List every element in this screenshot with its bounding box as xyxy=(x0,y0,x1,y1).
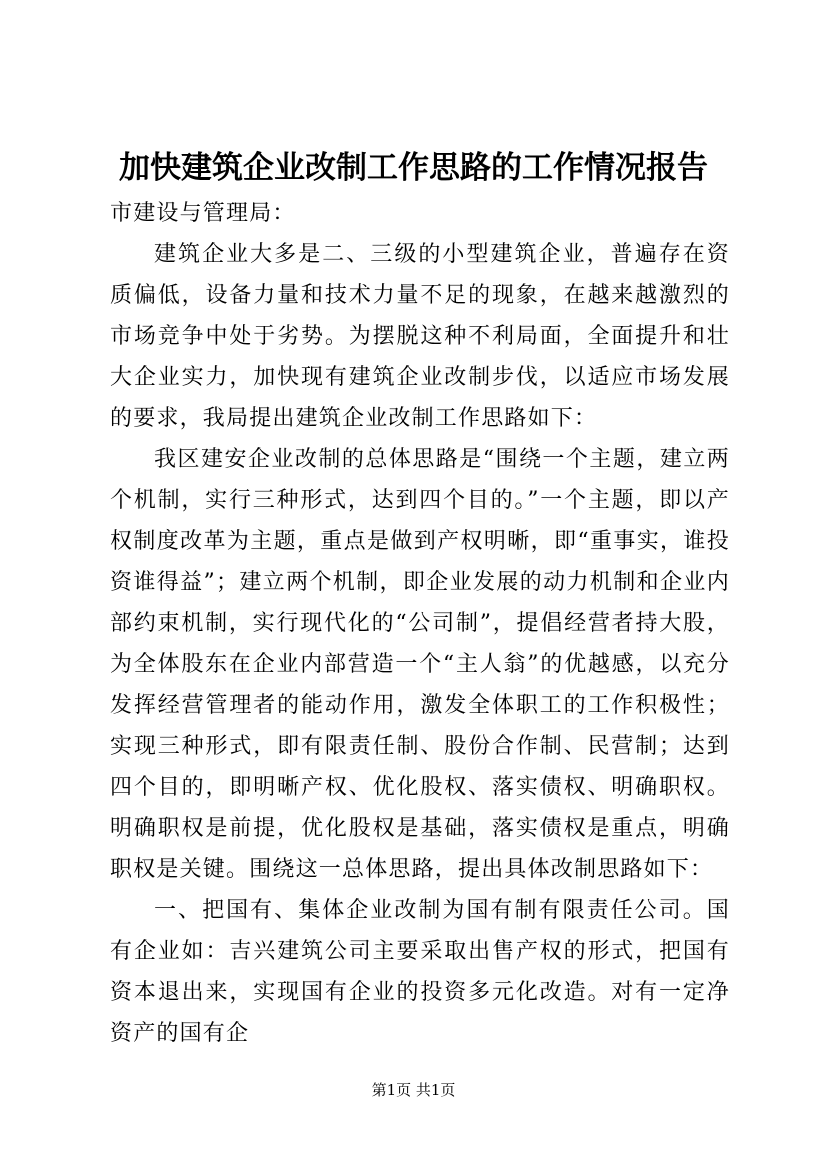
paragraph-3: 一、把国有、集体企业改制为国有制有限责任公司。国有企业如：吉兴建筑公司主要采取出售产权的形式，把国有资本退出来，实现国有企业的投资多元化改造。对有一定净资产的国有企 xyxy=(110,898,730,1046)
salutation: 市建设与管理局： xyxy=(110,201,296,226)
paragraph-1: 建筑企业大多是二、三级的小型建筑企业，普遍存在资质偏低，设备力量和技术力量不足的现象，在越来越激烈的市场竞争中处于劣势。为摆脱这种不利局面，全面提升和壮大企业实力，加快现有建筑企业改制步伐，以适应市场发展的要求，我局提出建筑企业改制工作思路如下： xyxy=(110,242,730,431)
document-title: 加快建筑企业改制工作思路的工作情况报告 xyxy=(119,150,708,186)
page-footer: 第1页 共1页 xyxy=(371,1081,456,1099)
document-body xyxy=(110,193,730,1054)
paragraph-2: 我区建安企业改制的总体思路是“围绕一个主题，建立两个机制，实行三种形式，达到四个目的。”一个主题，即以产权制度改革为主题，重点是做到产权明晰，即“重事实，谁投资谁得益”；建立两个机制，即企业发展的动力机制和企业内部约束机制，实行现代化的“公司制”，提倡经营者持大股，为全体股东在企业内部营造一个“主人翁”的优越感，以充分发挥经营管理者的能动作用，激发全体职工的工作积极性；实现三种形式，即有限责任制、股份合作制、民营制；达到四个目的，即明晰产权、优化股权、落实债权、明确职权。明确职权是前提，优化股权是基础，落实债权是重点，明确职权是关键。围绕这一总体思路，提出具体改制思路如下： xyxy=(110,447,730,882)
